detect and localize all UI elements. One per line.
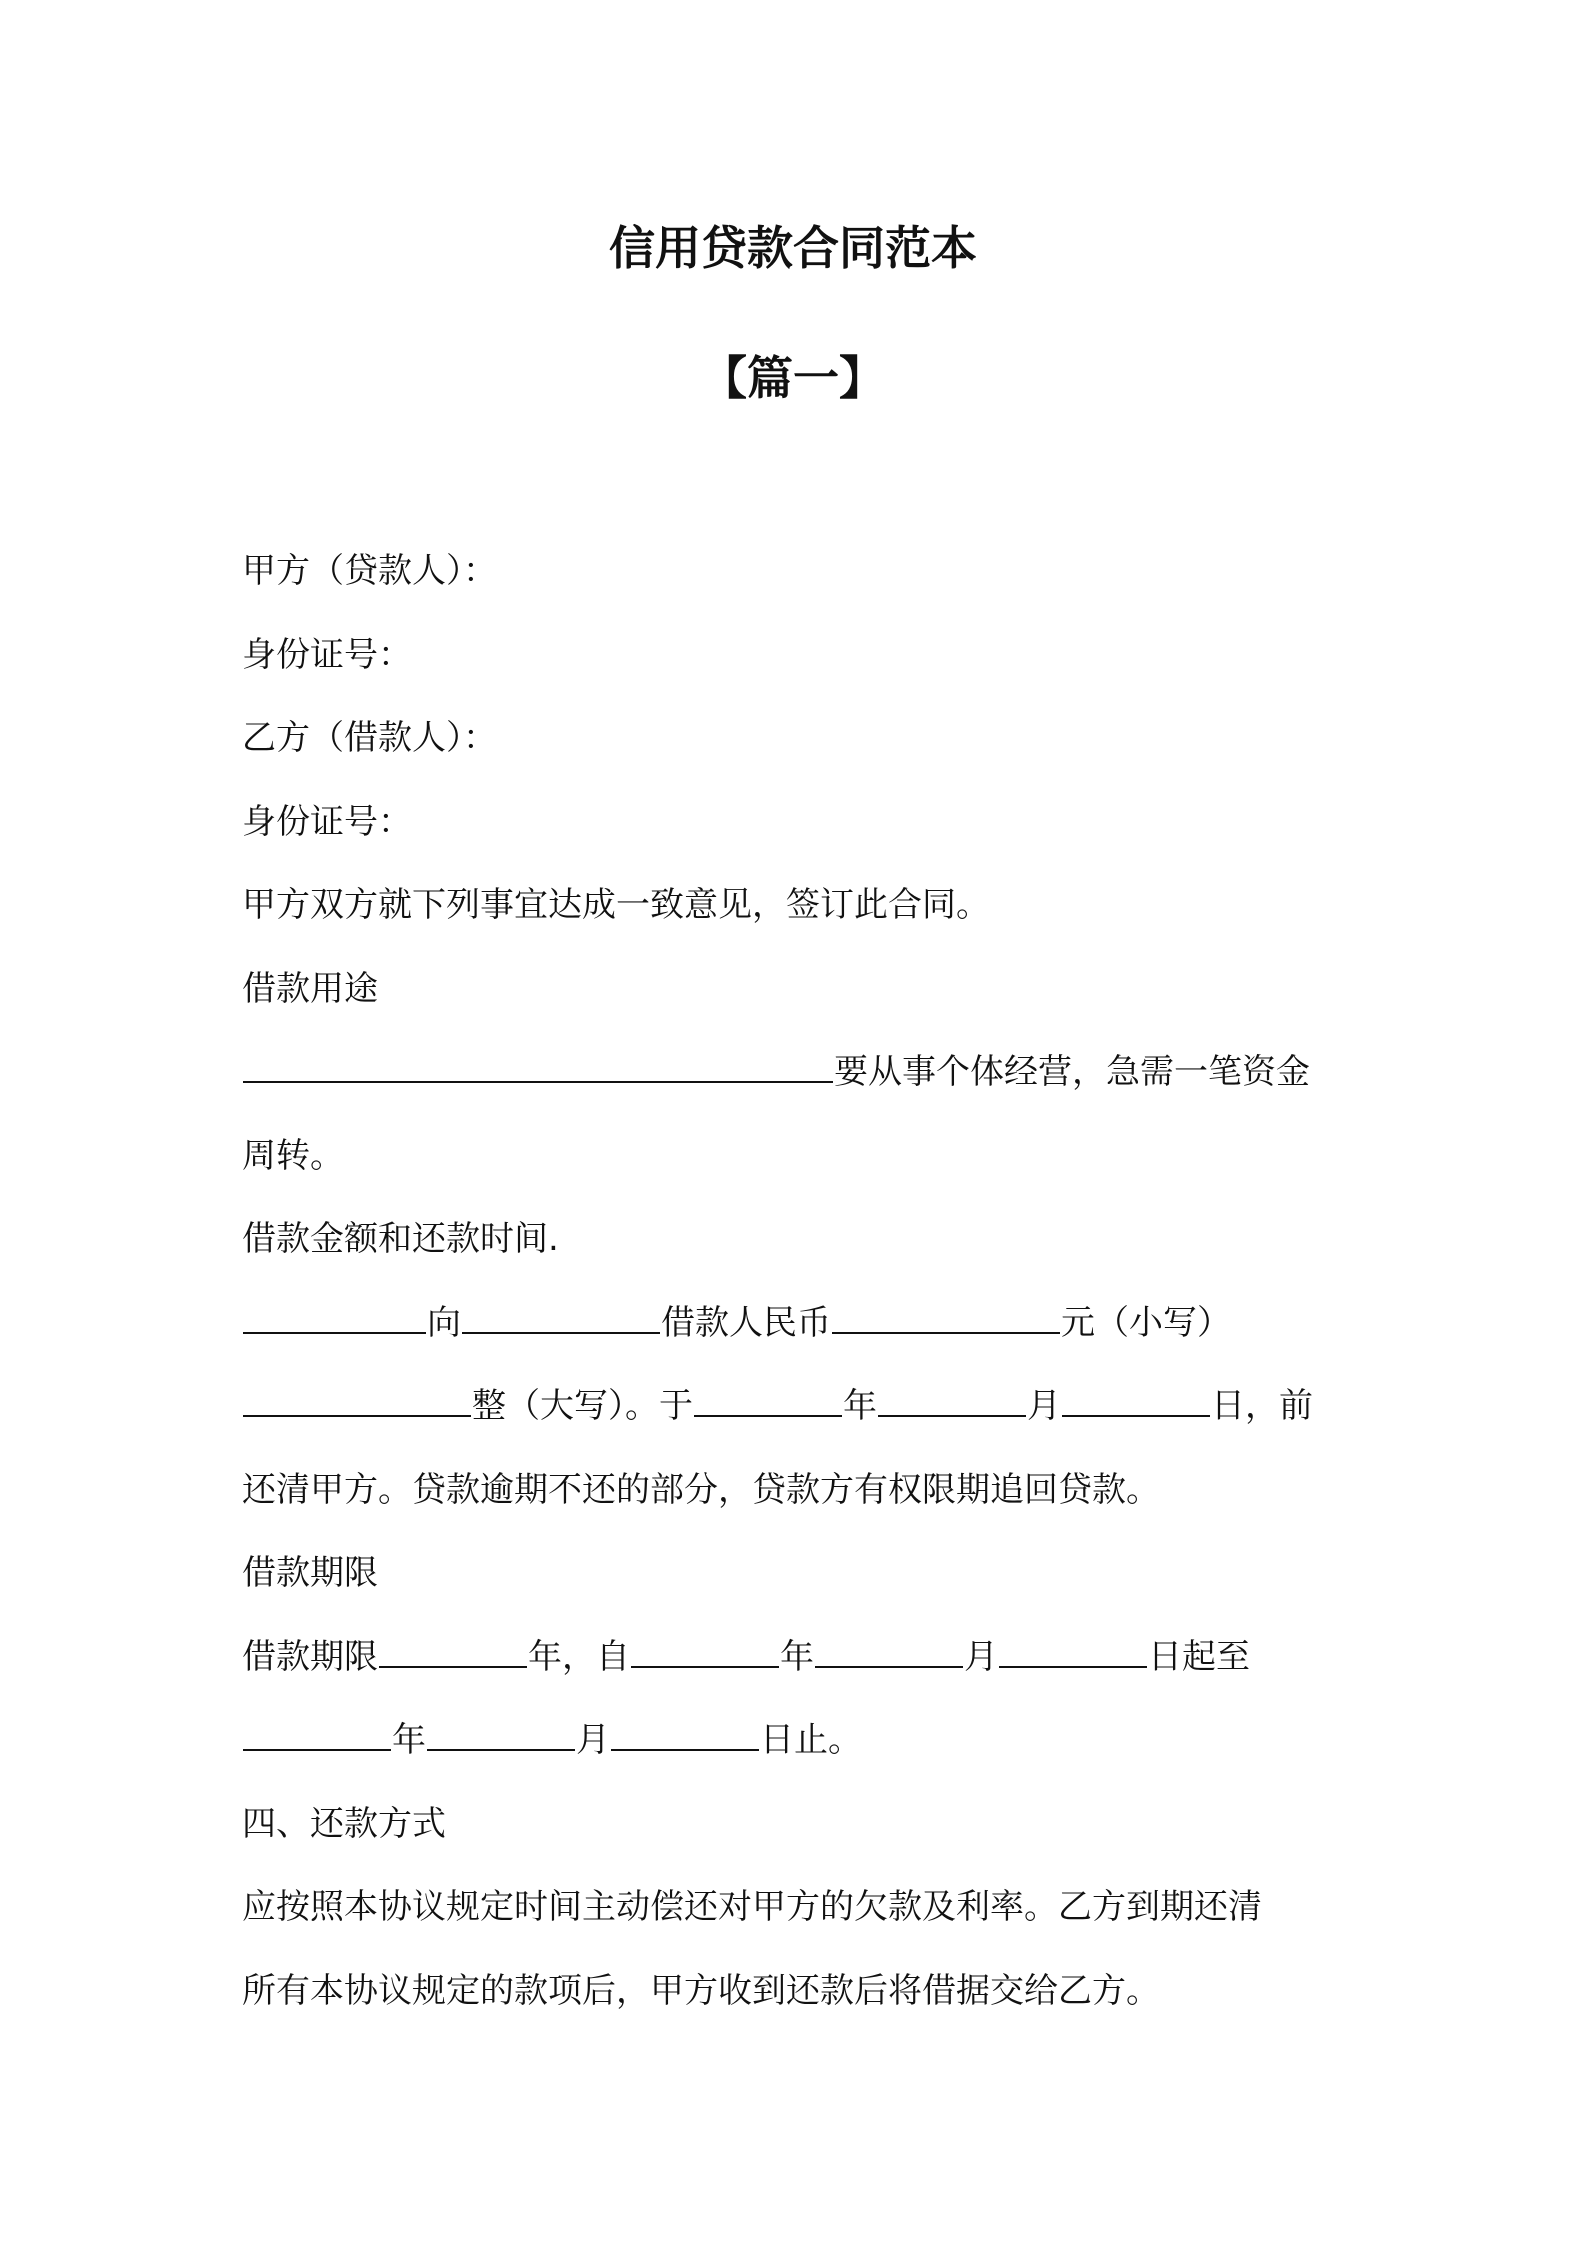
start-month-blank[interactable] [815,1638,963,1668]
end-month-blank[interactable] [427,1721,575,1751]
amount-text-xiang: 向 [427,1302,461,1343]
repayment-paragraph-line-1: 应按照本协议规定时间主动偿还对甲方的欠款及利率。乙方到期还清 [242,1887,1262,1927]
purpose-text: 要从事个体经营，急需一笔资金 [834,1052,1310,1092]
amount-text-zheng: 整（大写）。于 [472,1386,693,1426]
repayment-heading: 四、还款方式 [242,1803,446,1844]
amount-text-yue: 月 [1027,1386,1061,1426]
purpose-line-2: 周转。 [242,1135,344,1176]
document-title: 信用贷款合同范本 [609,221,977,275]
term-text-nian-zi: 年，自 [528,1636,630,1677]
amount-text-jie: 借款人民币 [661,1302,831,1343]
amount-text-nian: 年 [843,1386,877,1426]
term-heading: 借款期限 [242,1553,378,1593]
document-body [242,530,1362,2033]
term-text-ri-qizhi: 日起至 [1148,1636,1250,1677]
term-text-nian-1: 年 [780,1636,814,1677]
term-line-1 [242,1616,1362,1700]
term-years-blank[interactable] [379,1638,527,1668]
borrower-name-blank[interactable] [462,1304,660,1334]
term-line-2 [242,1699,1362,1783]
repay-day-blank[interactable] [1062,1387,1210,1417]
term-text-yue-2: 月 [576,1720,610,1760]
end-day-blank[interactable] [611,1721,759,1751]
borrower-label: 乙方（借款人）： [242,718,497,758]
start-day-blank[interactable] [999,1638,1147,1668]
amount-text-yuan: 元（小写） [1061,1302,1231,1343]
amount-lowercase-blank[interactable] [832,1304,1060,1334]
end-year-blank[interactable] [243,1721,391,1751]
term-text-ri-zhi: 日止。 [760,1720,862,1760]
purpose-heading: 借款用途 [242,968,378,1009]
term-text-yue-1: 月 [964,1636,998,1677]
lender-id-label: 身份证号： [242,634,412,675]
amount-heading: 借款金额和还款时间. [242,1219,559,1259]
term-text-nian-2: 年 [392,1720,426,1760]
repay-year-blank[interactable] [694,1387,842,1417]
lender-label: 甲方（贷款人）： [242,551,497,591]
amount-uppercase-blank[interactable] [243,1387,471,1417]
amount-line-1 [242,1282,1362,1366]
repayment-paragraph-line-2: 所有本协议规定的款项后，甲方收到还款后将借据交给乙方。 [242,1970,1160,2011]
borrower-id-label: 身份证号： [242,801,412,842]
purpose-blank[interactable] [243,1053,833,1083]
intro-statement: 甲方双方就下列事宜达成一致意见，签订此合同。 [242,885,990,925]
lender-name-blank[interactable] [243,1304,426,1334]
document-subtitle: 【篇一】 [701,351,885,405]
term-text-start: 借款期限 [242,1636,378,1677]
amount-line-2 [242,1365,1362,1449]
purpose-line-1 [242,1031,1362,1115]
repay-month-blank[interactable] [878,1387,1026,1417]
start-year-blank[interactable] [631,1638,779,1668]
amount-line-3: 还清甲方。贷款逾期不还的部分，贷款方有权限期追回贷款。 [242,1469,1160,1510]
amount-text-ri-qian: 日，前 [1211,1386,1313,1426]
